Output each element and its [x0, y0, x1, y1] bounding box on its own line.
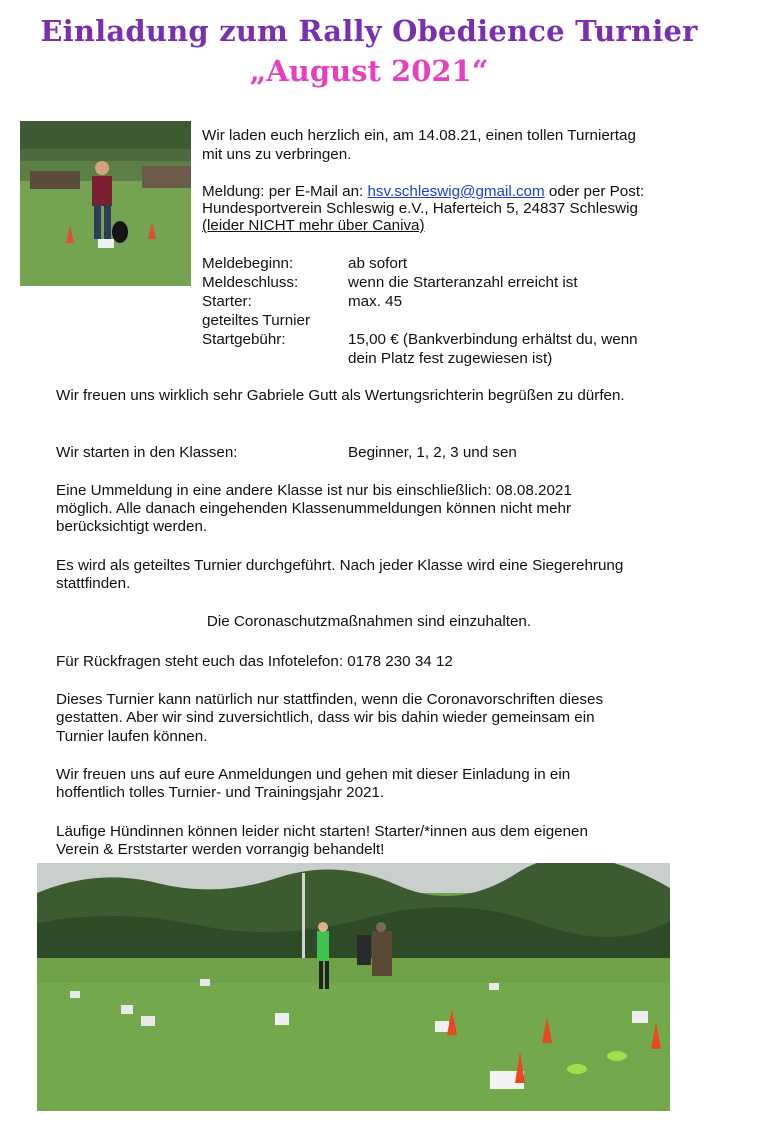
judge-text: Wir freuen uns wirklich sehr Gabriele Gutt als Wertungsrichterin begrüßen zu dürfen.: [56, 387, 625, 404]
intro-line-1: Wir laden euch herzlich ein, am 14.08.21, einen tollen Turniertag: [202, 127, 636, 144]
closing-line-2: hoffentlich tolles Turnier- und Trainingsjahr 2021.: [56, 784, 385, 801]
page-subtitle: „August 2021“: [249, 54, 489, 88]
gebuehr-value-2: dein Platz fest zugewiesen ist): [348, 350, 553, 367]
meldebeginn-label: Meldebeginn:: [202, 255, 294, 272]
conditional-line-3: Turnier laufen können.: [56, 728, 208, 745]
gebuehr-value-1: 15,00 € (Bankverbindung erhältst du, wenn: [348, 331, 638, 348]
notice-line-2: Verein & Erststarter werden vorrangig behandelt!: [56, 841, 385, 858]
change-line-3: berücksichtigt werden.: [56, 518, 208, 535]
corona-rules: Die Coronaschutzmaßnahmen sind einzuhalten.: [206, 613, 532, 630]
geteilt-label: geteiltes Turnier: [202, 312, 311, 329]
conditional-line-2: gestatten. Aber wir sind zuversichtlich, dass wir bis dahin wieder gemeinsam ein: [56, 709, 595, 726]
split-line-1: Es wird als geteiltes Turnier durchgeführt. Nach jeder Klasse wird eine Siegerehrung: [56, 557, 624, 574]
notice-line-1: Läufige Hündinnen können leider nicht starten! Starter/*innen aus dem eigenen: [56, 823, 588, 840]
intro-line-2: mit uns zu verbringen.: [202, 146, 352, 163]
registration-suffix: oder per Post:: [544, 183, 645, 200]
starter-label: Starter:: [202, 293, 252, 310]
starter-value: max. 45: [348, 293, 403, 310]
classes-value: Beginner, 1, 2, 3 und sen: [348, 444, 517, 461]
conditional-line-1: Dieses Turnier kann natürlich nur stattfinden, wenn die Coronavorschriften dieses: [56, 691, 604, 708]
registration-address: Hundesportverein Schleswig e.V., Haferteich 5, 24837 Schleswig: [202, 200, 638, 217]
meldeschluss-label: Meldeschluss:: [202, 274, 299, 291]
photo-handler-with-dog: [20, 121, 191, 286]
gebuehr-label: Startgebühr:: [202, 331, 286, 348]
registration-prefix: Meldung: per E-Mail an:: [202, 183, 368, 200]
closing-line-1: Wir freuen uns auf eure Anmeldungen und gehen mit dieser Einladung in ein: [56, 766, 571, 783]
email-link[interactable]: hsv.schleswig@gmail.com: [367, 183, 545, 200]
classes-label: Wir starten in den Klassen:: [56, 444, 238, 461]
registration-note: (leider NICHT mehr über Caniva): [202, 217, 425, 234]
change-line-2: möglich. Alle danach eingehenden Klassenummeldungen können nicht mehr: [56, 500, 572, 517]
split-line-2: stattfinden.: [56, 575, 131, 592]
meldebeginn-value: ab sofort: [348, 255, 408, 272]
phone-info: Für Rückfragen steht euch das Infotelefon: 0178 230 34 12: [56, 653, 453, 670]
page-title: Einladung zum Rally Obedience Turnier: [40, 14, 698, 48]
change-line-1: Eine Ummeldung in eine andere Klasse ist nur bis einschließlich: 08.08.2021: [56, 482, 572, 499]
photo-rally-course: [37, 863, 670, 1111]
meldeschluss-value: wenn die Starteranzahl erreicht ist: [348, 274, 578, 291]
